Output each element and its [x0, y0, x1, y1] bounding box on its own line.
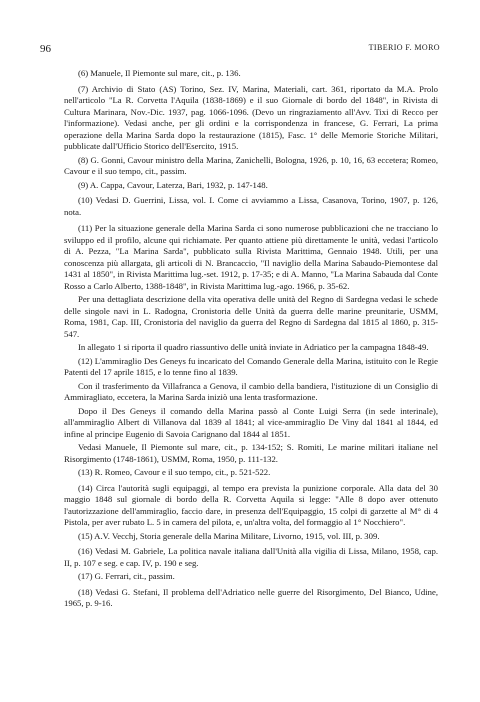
footnote-16: (16) Vedasi M. Gabriele, La politica navale italiana dall'Unità alla vigilia di Lissa, Milano, 1958, cap. II, p. 107 e seg. e cap. IV, p. 190 e seg.	[64, 546, 438, 568]
footnote-15: (15) A.V. Vecchj, Storia generale della Marina Militare, Livorno, 1915, vol. III, p. 309.	[78, 530, 380, 541]
footnote-12-commanders: Dopo il Des Geneys il comando della Marina passò al Conte Luigi Serra (in sede interinale), all'ammiraglio Albert di Villanova dal 1839 al 1841; al vice-ammiraglio De Viny dal 1841 al 1844, ed infine al principe Eugenio di Savoia Carignano dal 1844 al 1851.	[64, 405, 438, 439]
page-number: 96	[40, 43, 51, 55]
page-header	[40, 43, 440, 57]
footnote-12-continued: Con il trasferimento da Villafranca a Genova, il cambio della bandiera, l'istituzione di un Consiglio di Ammiragliato, eccetera, la Marina Sarda iniziò una lenta trasformazione.	[64, 380, 438, 402]
footnote-6: (6) Manuele, Il Piemonte sul mare, cit., p. 136.	[78, 68, 241, 78]
footnote-12-references: Vedasi Manuele, Il Piemonte sul mare, cit., p. 134-152; S. Romiti, Le marine militari italiane nel Risorgimento (1748-1861), USMM, Roma, 1950, p. 111-132.	[64, 442, 438, 464]
footnote-10: (10) Vedasi D. Guerrini, Lissa, vol. I. Come ci avviammo a Lissa, Casanova, Torino, 1907, p. 126, nota.	[64, 195, 438, 217]
footnote-17: (17) G. Ferrari, cit., passim.	[78, 571, 175, 581]
footnote-12: (12) L'ammiraglio Des Geneys fu incaricato del Comando Generale della Marina, istituito con le Regie Patenti del 17 aprile 1815, e lo tenne fino al 1839.	[64, 355, 438, 377]
footnote-18: (18) Vedasi G. Stefani, Il problema dell'Adriatico nelle guerre del Risorgimento, Del Bianco, Udine, 1965, p. 9-16.	[64, 586, 438, 608]
footnote-11-attachment: In allegato 1 si riporta il quadro riassuntivo delle unità inviate in Adriatico per la campagna 1848-49.	[78, 342, 429, 352]
footnote-14: (14) Circa l'autorità sugli equipaggi, al tempo era prevista la punizione corporale. Alla data del 30 maggio 1848 sul giornale di bordo della R. Corvetta Aquila si legge: "Alle 8 dopo aver ottenuto l'autorizzazione dell'ammiraglio, faccio dare, in presenza dell'Equipaggio, 15 colpi di garzette al M° di 4 Pistola, per aver rubato L. 5 in camera del pilota, e, un'altra volta, del formaggio al 1° Nocchiero".	[64, 482, 438, 527]
footnote-13: (13) R. Romeo, Cavour e il suo tempo, cit., p. 521-522.	[78, 467, 271, 477]
footnote-11-continued: Per una dettagliata descrizione della vita operativa delle unità del Regno di Sardegna vedasi le schede delle singole navi in L. Radogna, Cronistoria delle Unità da guerra delle marine preunitarie, USMM, Roma, 1981, Cap. III, Cronistoria del naviglio da guerra del Regno di Sardegna dal 1815 al 1860, p. 315-547.	[64, 294, 438, 339]
footnote-11: (11) Per la situazione generale della Marina Sarda ci sono numerose pubblicazioni che ne tracciano lo sviluppo ed il profilo, alcune qui richiamate. Per quanto attiene più direttamente le unità, vedasi l'articolo di A. Pezza, "La Marina Sarda", pubblicato sulla Rivista Marittima, Gennaio 1948. Utili, per una conoscenza più allargata, gli articoli di N. Brancaccio, "Il naviglio della Marina Sabaudo-Piemontese dal 1431 al 1850", in Rivista Marittima lug.-set. 1912, p. 17-35; e di A. Manno, "La Marina Sabauda dal Conte Rosso a Carlo Alberto, 1388-1848", in Rivista Marittima lug.-ago. 1966, p. 35-62.	[64, 223, 438, 291]
footnote-8: (8) G. Gonni, Cavour ministro della Marina, Zanichelli, Bologna, 1926, p. 10, 16, 63 eccetera; Romeo, Cavour e il suo tempo, cit., passim.	[64, 154, 438, 176]
footnote-9: (9) A. Cappa, Cavour, Laterza, Bari, 1932, p. 147-148.	[78, 179, 268, 190]
footnote-7: (7) Archivio di Stato (AS) Torino, Sez. IV, Marina, Materiali, cart. 361, riportato da M.A. Prolo nell'articolo "La R. Corvetta l'Aquila (1838-1869) e il suo Giornale di bordo del 1848", in Rivista di Cultura Marinara, Nov.-Dic. 1937, pag. 1066-1096. (Devo un ringraziamento all'Avv. Tixi di Recco per l'informazione). Vedasi anche, per gli ordini e la corrispondenza in francese, G. Ferrari, La prima operazione della Marina Sarda dopo la restaurazione (1815), Fasc. 1° delle Memorie Storiche Militari, pubblicate dall'Ufficio Storico dell'Esercito, 1915.	[64, 83, 438, 151]
footnotes-body	[64, 68, 438, 612]
running-head: TIBERIO F. MORO	[368, 43, 440, 52]
